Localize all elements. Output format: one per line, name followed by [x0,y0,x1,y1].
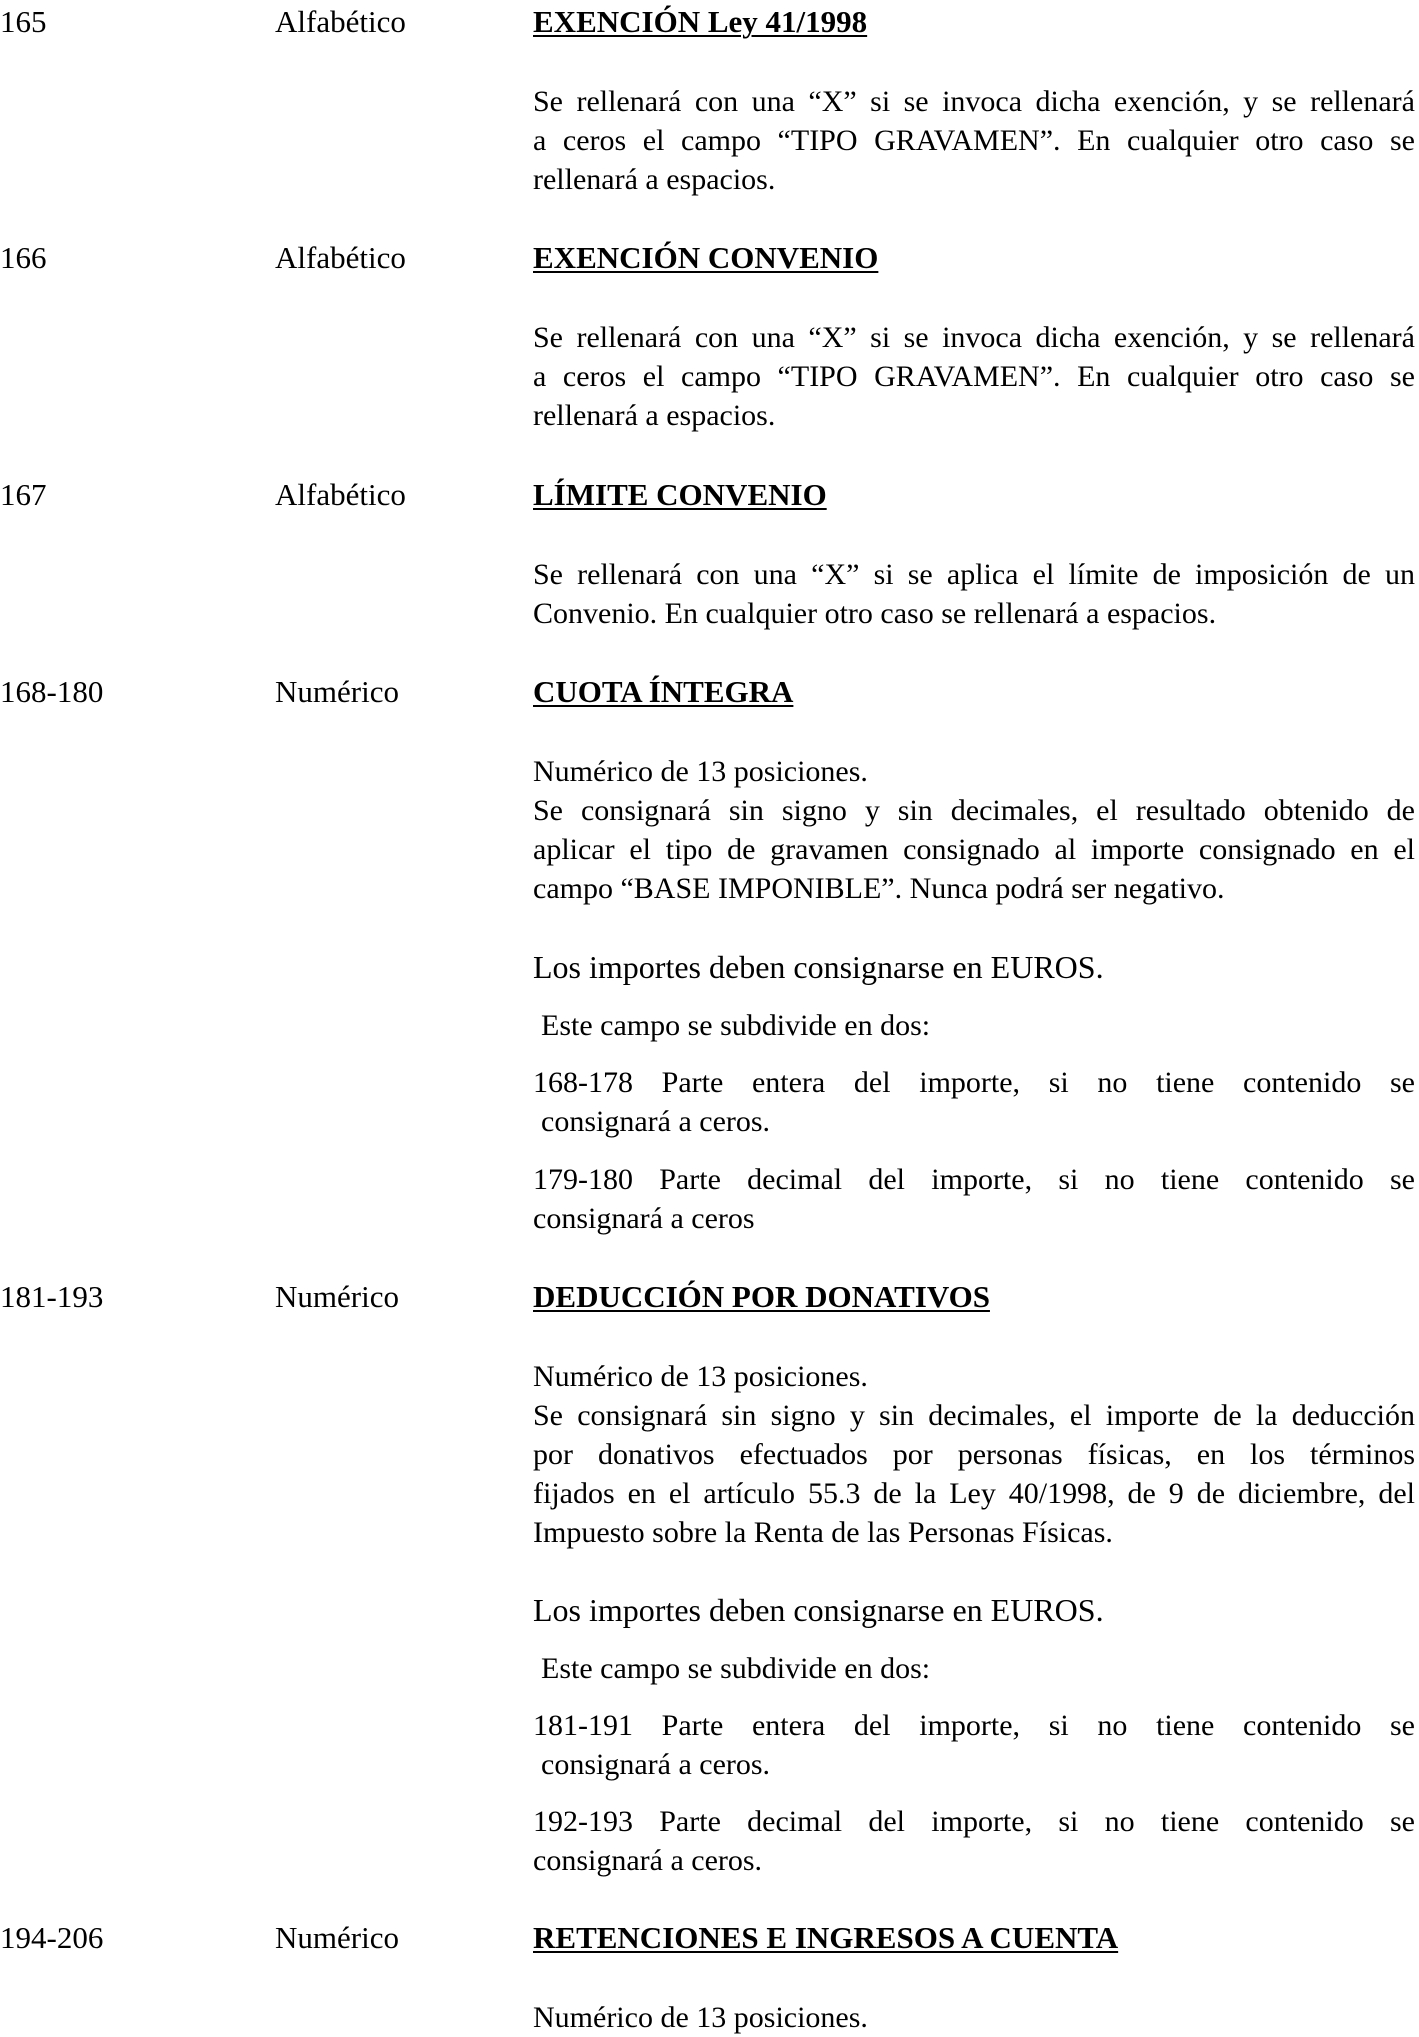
description-line: Numérico de 13 posiciones. [533,1360,868,1393]
subfield-integer-part [533,1063,1415,1141]
field-title: EXENCIÓN CONVENIO [533,240,879,275]
field-title: EXENCIÓN Ley 41/1998 [533,4,868,39]
field-row-165 [0,2,1419,42]
description-line: Se rellenará con una “X” si se aplica el límite de imposición de un [533,558,1415,591]
field-position: 194-206 [0,1920,104,1955]
field-position: 166 [0,240,47,275]
subfield-line: consignará a ceros. [533,1844,763,1877]
field-position: 168-180 [0,674,104,709]
subfield-line: consignará a ceros [533,1202,755,1235]
description-line: aplicar el tipo de gravamen consignado al importe consignado en el [533,833,1415,866]
description-line: rellenará a espacios. [533,163,776,196]
description-line: a ceros el campo “TIPO GRAVAMEN”. En cualquier otro caso se [533,124,1415,157]
field-type: Alfabético [275,4,406,39]
subfield-integer-part [533,1706,1415,1784]
subfield-line: 181-191 Parte entera del importe, si no tiene contenido se [533,1709,1415,1742]
field-description [533,318,1415,435]
field-type: Numérico [275,1279,399,1314]
field-title: LÍMITE CONVENIO [533,477,827,512]
description-line: por donativos efectuados por personas físicas, en los términos [533,1438,1415,1471]
field-type: Numérico [275,674,399,709]
field-position: 167 [0,477,47,512]
field-position: 181-193 [0,1279,104,1314]
field-row-166 [0,238,1419,278]
description-line: Se rellenará con una “X” si se invoca dicha exención, y se rellenará [533,85,1415,118]
description-line: Convenio. En cualquier otro caso se rellenará a espacios. [533,597,1217,630]
field-title: DEDUCCIÓN POR DONATIVOS [533,1279,990,1314]
description-line: Se rellenará con una “X” si se invoca dicha exención, y se rellenará [533,321,1415,354]
field-title: RETENCIONES E INGRESOS A CUENTA [533,1920,1119,1955]
description-line: Numérico de 13 posiciones. [533,2001,868,2034]
description-line: rellenará a espacios. [533,399,776,432]
subdivide-note: Este campo se subdivide en dos: [541,1009,931,1042]
field-row-181-193 [0,1277,1419,1317]
field-description [533,752,1415,908]
subdivide-note: Este campo se subdivide en dos: [541,1652,931,1685]
field-description [533,82,1415,199]
euros-note: Los importes deben consignarse en EUROS. [533,949,1104,985]
field-title: CUOTA ÍNTEGRA [533,674,794,709]
subfield-decimal-part [533,1160,1415,1238]
subfield-decimal-part [533,1802,1415,1880]
field-type: Numérico [275,1920,399,1955]
field-description [533,1998,1415,2037]
subfield-line: 192-193 Parte decimal del importe, si no tiene contenido se [533,1805,1415,1838]
field-description [533,1357,1415,1552]
subfield-line: consignará a ceros. [541,1748,771,1781]
description-line: Se consignará sin signo y sin decimales, el importe de la deducción [533,1399,1415,1432]
field-type: Alfabético [275,240,406,275]
subfield-line: 179-180 Parte decimal del importe, si no tiene contenido se [533,1163,1415,1196]
description-line: Se consignará sin signo y sin decimales, el resultado obtenido de [533,794,1415,827]
description-line: Impuesto sobre la Renta de las Personas Físicas. [533,1516,1113,1549]
subfield-line: consignará a ceros. [541,1105,771,1138]
description-line: campo “BASE IMPONIBLE”. Nunca podrá ser negativo. [533,872,1225,905]
field-position: 165 [0,4,47,39]
field-description [533,555,1415,633]
euros-note: Los importes deben consignarse en EUROS. [533,1592,1104,1628]
field-row-167 [0,475,1419,515]
description-line: fijados en el artículo 55.3 de la Ley 40/1998, de 9 de diciembre, del [533,1477,1415,1510]
description-line: a ceros el campo “TIPO GRAVAMEN”. En cualquier otro caso se [533,360,1415,393]
field-type: Alfabético [275,477,406,512]
field-row-168-180 [0,672,1419,712]
description-line: Numérico de 13 posiciones. [533,755,868,788]
field-row-194-206 [0,1918,1419,1958]
subfield-line: 168-178 Parte entera del importe, si no tiene contenido se [533,1066,1415,1099]
